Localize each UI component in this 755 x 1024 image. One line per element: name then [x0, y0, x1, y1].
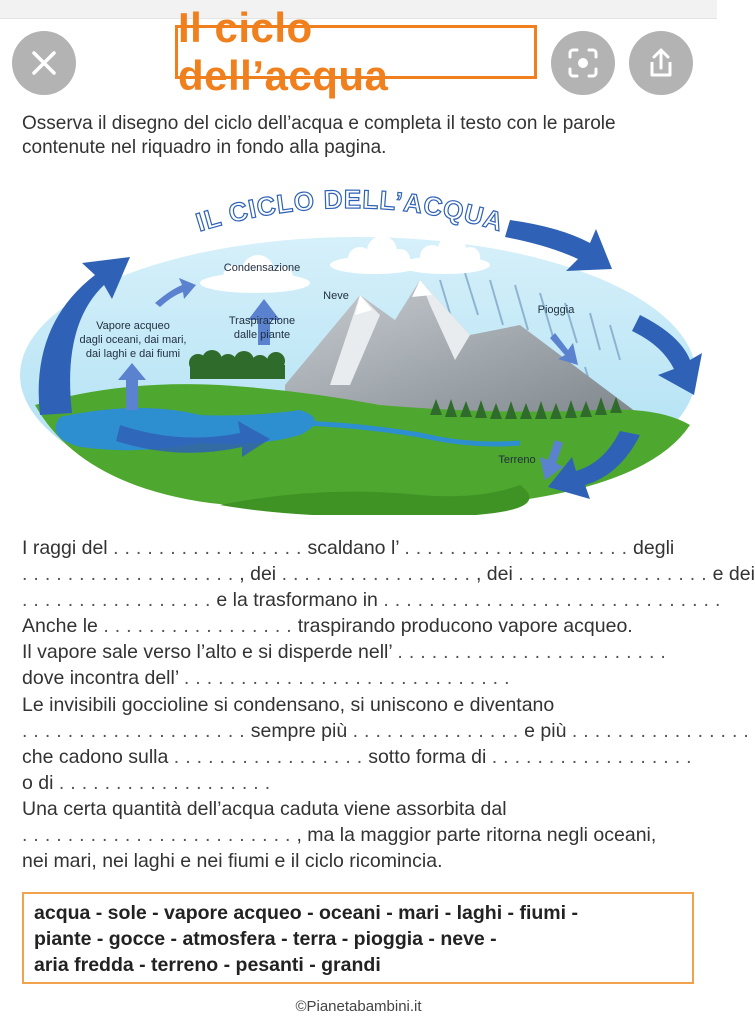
word-bank: [22, 892, 694, 984]
blank-dots: . . . . . . . . . . . . . . . . . . . . . . . . . . . . .: [183, 667, 510, 690]
close-icon: [29, 48, 59, 78]
text-segment: nei mari, nei laghi e nei fiumi e il ciclo ricomincia.: [22, 850, 443, 873]
text-segment: Il vapore sale verso l’alto e si disperde nell’: [22, 641, 398, 664]
label-evaporazione-2: dagli oceani, dai mari,: [79, 334, 187, 346]
text-segment: sempre più: [250, 719, 353, 742]
blank-dots: . . . . . . . . . . . . . . . . .: [103, 615, 298, 638]
text-line: [22, 613, 702, 639]
text-segment: degli: [633, 537, 675, 559]
text-segment: , dei: [475, 563, 519, 586]
text-line: [22, 561, 755, 587]
label-evaporazione-3: dai laghi e dai fiumi: [85, 348, 181, 360]
label-condensazione: Condensazione: [223, 262, 301, 274]
google-lens-icon: [566, 46, 600, 80]
blank-dots: . . . . . . . . . . . . . . . . . .: [491, 745, 692, 768]
label-traspirazione-1: Traspirazione: [228, 315, 296, 327]
blank-dots: . . . . . . . . . . . . . . . . . . .: [22, 563, 240, 586]
text-segment: Una certa quantità dell’acqua caduta viene assorbita dal: [22, 797, 507, 820]
text-line: [22, 848, 702, 874]
text-line: [22, 822, 702, 848]
text-line: [22, 718, 750, 744]
blank-dots: . . . . . . . . . . . . . . . .: [571, 719, 750, 742]
label-pioggia: Pioggia: [537, 304, 575, 316]
text-segment: Le invisibili goccioline si condensano, si uniscono e diventano: [22, 693, 555, 716]
page-title-text: Il ciclo dell’acqua: [178, 4, 389, 99]
label-traspirazione-2: dalle piante: [233, 329, 291, 341]
text-line: [22, 770, 702, 796]
word-bank-line: piante - gocce - atmosfera - terra - pioggia - neve -: [34, 928, 497, 950]
text-segment: e la trasformano in: [216, 589, 384, 612]
label-terreno: Terreno: [498, 454, 536, 466]
blank-dots: . . . . . . . . . . . . . . . . . . . . . . . . . . . . . .: [383, 589, 721, 612]
lens-button[interactable]: [551, 31, 615, 95]
share-button[interactable]: [629, 31, 693, 95]
page-title: [175, 4, 537, 99]
text-segment: scaldano l’: [307, 537, 405, 559]
blank-dots: . . . . . . . . . . . . . . . . .: [173, 745, 369, 768]
blank-dots: . . . . . . . . . . . . . . . . . . . . . . . .: [397, 641, 667, 664]
text-line: [22, 587, 721, 613]
cloze-text: [22, 535, 755, 874]
label-evaporazione-1: Vapore acqueo: [96, 320, 170, 332]
close-button[interactable]: [12, 31, 76, 95]
blank-dots: . . . . . . . . . . . . . . . . .: [281, 563, 476, 586]
text-line: [22, 744, 702, 770]
text-line: [22, 665, 702, 691]
text-segment: e dei: [712, 563, 755, 586]
blank-dots: . . . . . . . . . . . . . . . . .: [22, 589, 217, 612]
blank-dots: . . . . . . . . . . . . . . . . . . . .: [404, 537, 634, 559]
instructions: Osserva il disegno del ciclo dell’acqua e completa il testo con le parole contenute nel riquadro in fondo alla pagina.: [22, 113, 616, 158]
blank-dots: . . . . . . . . . . . . . . . . . . .: [58, 771, 271, 794]
text-segment: , dei: [239, 563, 282, 586]
blank-dots: . . . . . . . . . . . . . . . . . . . .: [22, 719, 251, 742]
text-segment: dove incontra dell’: [22, 667, 184, 690]
credit: ©Pianetabambini.it: [295, 998, 422, 1015]
text-segment: che cadono sulla: [22, 745, 174, 768]
text-segment: Anche le: [22, 615, 104, 638]
text-line: [22, 796, 702, 822]
text-segment: sotto forma di: [368, 745, 492, 768]
text-line: [22, 692, 702, 718]
share-icon: [646, 47, 676, 79]
water-cycle-illustration: [0, 185, 717, 515]
word-bank-line: acqua - sole - vapore acqueo - oceani - mari - laghi - fiumi -: [34, 902, 578, 924]
blank-dots: . . . . . . . . . . . . . . . . . . . . . . . .: [22, 824, 297, 847]
text-line: [22, 639, 702, 665]
text-segment: e più: [524, 719, 572, 742]
text-segment: I raggi del: [22, 537, 114, 559]
label-neve: Neve: [323, 290, 349, 302]
blank-dots: . . . . . . . . . . . . . . . . .: [518, 563, 713, 586]
blank-dots: . . . . . . . . . . . . . . .: [352, 719, 525, 742]
text-segment: , ma la maggior parte ritorna negli oceani,: [296, 824, 657, 847]
text-segment: traspirando producono vapore acqueo.: [297, 615, 633, 638]
text-segment: o di: [22, 771, 59, 794]
text-line: [22, 535, 702, 561]
blank-dots: . . . . . . . . . . . . . . . . .: [113, 537, 308, 559]
word-bank-line: aria fredda - terreno - pesanti - grandi: [34, 954, 381, 976]
illustration-banner: IL CICLO DELL’ACQUA: [192, 185, 508, 238]
